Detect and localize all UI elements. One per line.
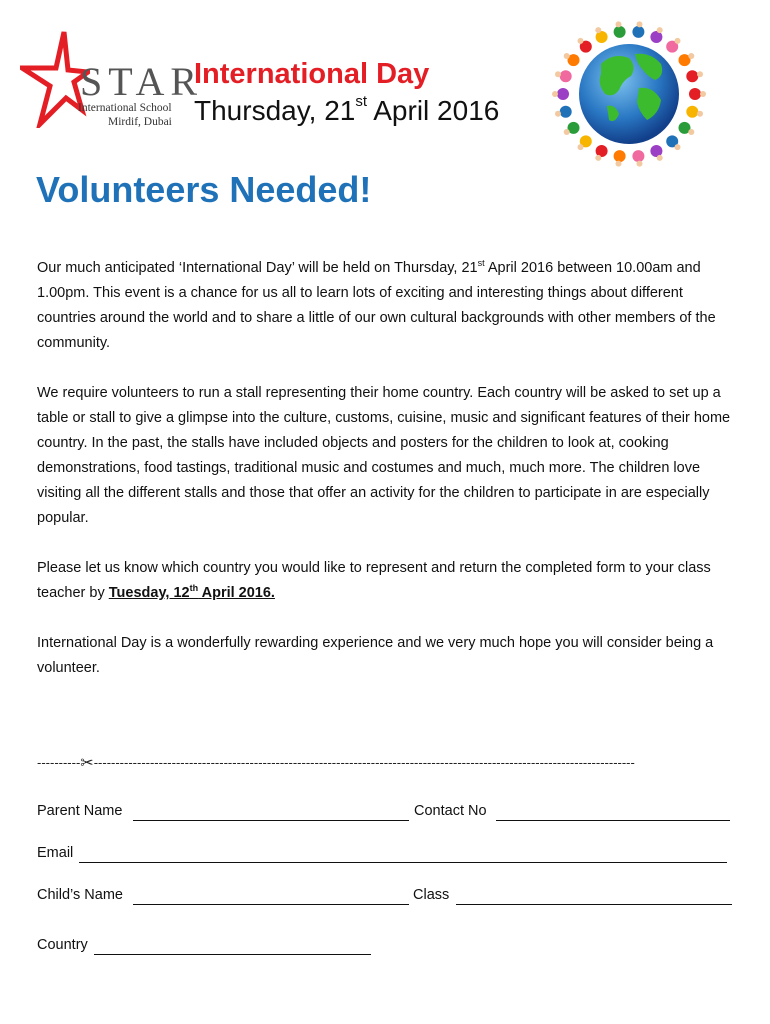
event-date: Thursday, 21st April 2016: [194, 92, 500, 126]
child-head: [688, 129, 694, 135]
country-label: Country: [37, 937, 88, 953]
child-name-field[interactable]: [133, 904, 409, 905]
child-head: [688, 53, 694, 59]
child-figure: [557, 88, 569, 100]
child-head: [578, 144, 584, 150]
child-head: [657, 155, 663, 161]
child-figure: [632, 26, 644, 38]
child-head: [564, 53, 570, 59]
child-head: [697, 111, 703, 117]
globe-children-icon: [543, 14, 715, 172]
event-title: International Day: [194, 58, 430, 90]
child-head: [595, 155, 601, 161]
class-label: Class: [413, 887, 450, 903]
form-row-email: [37, 845, 737, 867]
paragraph-event-intro: Our much anticipated ‘International Day’ will be held on Thursday, 21st April 2016 between 10.00am and 1.00pm. This event is a chance for us all to learn lots of exciting and interesting things about different countries around the world and to share a little of our own cultural backgrounds with other members of the community.: [37, 258, 716, 351]
child-head: [616, 21, 622, 27]
child-head: [700, 91, 706, 97]
email-field[interactable]: [79, 862, 727, 863]
parent-name-label: Parent Name: [37, 803, 123, 819]
child-head: [657, 27, 663, 33]
child-head: [564, 129, 570, 135]
child-figure: [560, 70, 572, 82]
child-head: [552, 91, 558, 97]
child-figure: [560, 106, 572, 118]
child-head: [637, 21, 643, 27]
form-row-child: [37, 887, 737, 909]
class-field[interactable]: [456, 904, 732, 905]
deadline-date: Tuesday, 12th April 2016.: [108, 583, 275, 601]
child-figure: [686, 106, 698, 118]
child-head: [637, 161, 643, 167]
child-figure: [632, 150, 644, 162]
parent-name-field[interactable]: [133, 820, 409, 821]
child-head: [675, 38, 681, 44]
contact-no-field[interactable]: [496, 820, 730, 821]
scissors-icon: ✂: [80, 755, 94, 772]
school-name-line1: International School: [78, 102, 172, 114]
school-logo: [20, 28, 204, 128]
child-head: [697, 71, 703, 77]
child-figure: [689, 88, 701, 100]
cut-line: ----------✂-----------------------------------------------------------------------------------------------------------------------------: [37, 755, 635, 772]
child-head: [595, 27, 601, 33]
headline: Volunteers Needed!: [36, 169, 372, 210]
school-name-line2: Mirdif, Dubai: [108, 116, 172, 128]
child-head: [578, 38, 584, 44]
paragraph-volunteer-request: We require volunteers to run a stall representing their home country. Each country will be asked to set up a table or stall to give a glimpse into the culture, customs, cuisine, music and significant features of their home country. In the past, the stalls have included objects and posters for the children to look at, cooking demonstrations, food tastings, traditional music and costumes and much, much more. The children love visiting all the different stalls and those that offer an activity for the children to participate in are especially popular.: [37, 385, 731, 526]
child-figure: [614, 150, 626, 162]
email-label: Email: [37, 845, 74, 861]
child-figure: [614, 26, 626, 38]
child-head: [555, 71, 561, 77]
form-row-parent: [37, 803, 737, 825]
contact-no-label: Contact No: [414, 803, 487, 819]
school-brand: STAR: [80, 59, 204, 104]
child-head: [555, 111, 561, 117]
child-figure: [686, 70, 698, 82]
form-row-country: [37, 937, 737, 959]
country-field[interactable]: [94, 954, 371, 955]
child-head: [616, 161, 622, 167]
child-name-label: Child’s Name: [37, 887, 123, 903]
paragraph-return-form: Please let us know which country you would like to represent and return the completed form to your class teacher by Tuesday, 12th April 2016.: [37, 560, 711, 601]
child-head: [675, 144, 681, 150]
paragraph-closing: International Day is a wonderfully rewarding experience and we very much hope you will consider being a volunteer.: [37, 635, 714, 676]
